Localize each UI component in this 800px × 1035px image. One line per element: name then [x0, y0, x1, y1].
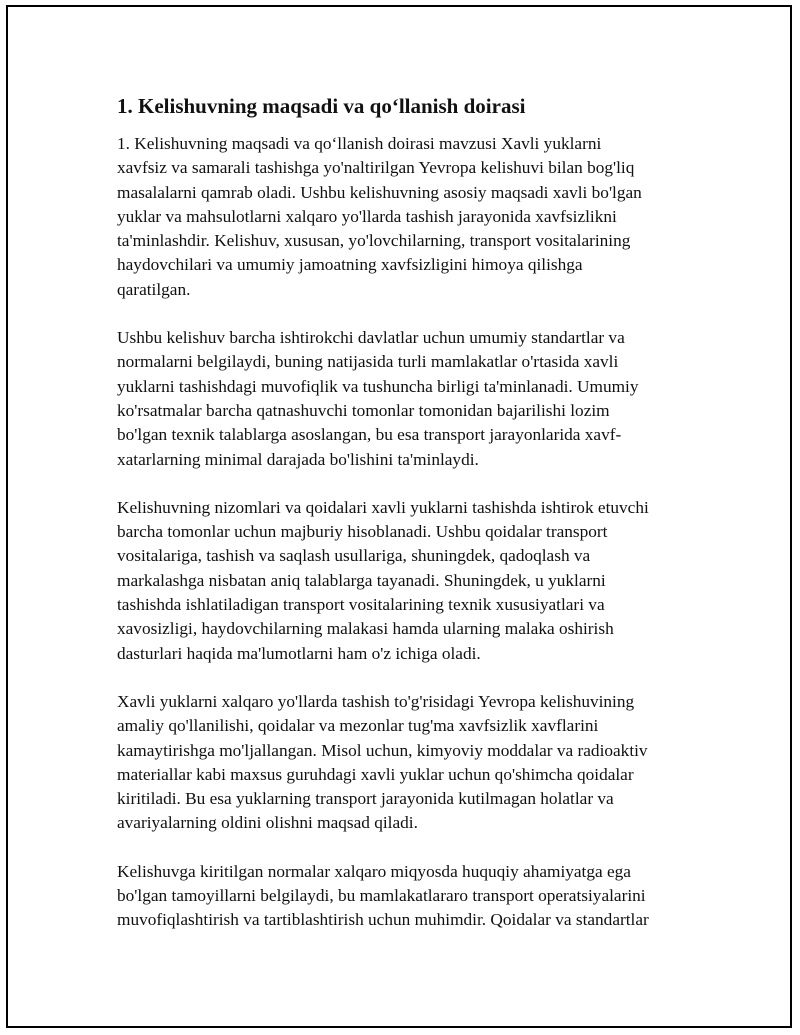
paragraph-line: bo'lgan texnik talablarga asoslangan, bu esa transport jarayonlarida xavf- [117, 425, 622, 445]
paragraph [117, 326, 697, 472]
paragraph-line: xavfsiz va samarali tashishga yo'naltirilgan Yevropa kelishuvi bilan bog'liq [117, 158, 635, 178]
paragraph-line: yuklarni tashishdagi muvofiqlik va tushuncha birligi ta'minlanadi. Umumiy [117, 376, 639, 396]
paragraph [117, 132, 697, 302]
paragraph-line: amaliy qo'llanilishi, qoidalar va mezonlar tug'ma xavfsizlik xavflarini [117, 716, 599, 736]
paragraph-line: ko'rsatmalar barcha qatnashuvchi tomonlar tomonidan bajarilishi lozim [117, 400, 610, 420]
paragraph [117, 496, 697, 666]
paragraph-line: haydovchilari va umumiy jamoatning xavfsizligini himoya qilishga [117, 255, 583, 275]
section-heading: 1. Kelishuvning maqsadi va qo‘llanish doirasi [117, 94, 526, 118]
paragraph-line: Ushbu kelishuv barcha ishtirokchi davlatlar uchun umumiy standartlar va [117, 328, 625, 348]
paragraph-list [117, 132, 697, 933]
paragraph-line: vositalariga, tashish va saqlash usullariga, shuningdek, qadoqlash va [117, 546, 591, 566]
paragraph-line: materiallar kabi maxsus guruhdagi xavli yuklar uchun qo'shimcha qoidalar [117, 764, 634, 784]
paragraph [117, 690, 697, 836]
document-body [117, 92, 697, 957]
paragraph-line: qaratilgan. [117, 279, 191, 299]
paragraph [117, 860, 697, 933]
paragraph-line: dasturlari haqida ma'lumotlarni ham o'z ichiga oladi. [117, 643, 481, 663]
paragraph-line: xatarlarning minimal darajada bo'lishini ta'minlaydi. [117, 449, 479, 469]
paragraph-line: yuklar va mahsulotlarni xalqaro yo'llarda tashish jarayonida xavfsizlikni [117, 206, 617, 226]
paragraph-line: normalarni belgilaydi, buning natijasida turli mamlakatlar o'rtasida xavli [117, 352, 619, 372]
paragraph-line: kamaytirishga mo'ljallangan. Misol uchun, kimyoviy moddalar va radioaktiv [117, 740, 648, 760]
paragraph-line: masalalarni qamrab oladi. Ushbu kelishuvning asosiy maqsadi xavli bo'lgan [117, 182, 642, 202]
paragraph-line: barcha tomonlar uchun majburiy hisoblanadi. Ushbu qoidalar transport [117, 522, 608, 542]
paragraph-line: Kelishuvning nizomlari va qoidalari xavli yuklarni tashishda ishtirok etuvchi [117, 497, 649, 517]
paragraph-line: tashishda ishlatiladigan transport vositalarining texnik xususiyatlari va [117, 595, 605, 615]
paragraph-line: avariyalarning oldini olishni maqsad qiladi. [117, 813, 418, 833]
paragraph-line: ta'minlashdir. Kelishuv, xususan, yo'lovchilarning, transport vositalarining [117, 231, 631, 251]
paragraph-line: xavosizligi, haydovchilarning malakasi hamda ularning malaka oshirish [117, 619, 614, 639]
paragraph-line: bo'lgan tamoyillarni belgilaydi, bu mamlakatlararo transport operatsiyalarini [117, 886, 646, 906]
paragraph-line: Kelishuvga kiritilgan normalar xalqaro miqyosda huquqiy ahamiyatga ega [117, 861, 631, 881]
paragraph-line: Xavli yuklarni xalqaro yo'llarda tashish to'g'risidagi Yevropa kelishuvining [117, 691, 635, 711]
paragraph-line: kiritiladi. Bu esa yuklarning transport jarayonida kutilmagan holatlar va [117, 789, 614, 809]
paragraph-line: muvofiqlashtirish va tartiblashtirish uchun muhimdir. Qoidalar va standartlar [117, 910, 649, 930]
paragraph-line: markalashga nisbatan aniq talablarga tayanadi. Shuningdek, u yuklarni [117, 570, 606, 590]
paragraph-line: 1. Kelishuvning maqsadi va qo‘llanish doirasi mavzusi Xavli yuklarni [117, 134, 602, 153]
